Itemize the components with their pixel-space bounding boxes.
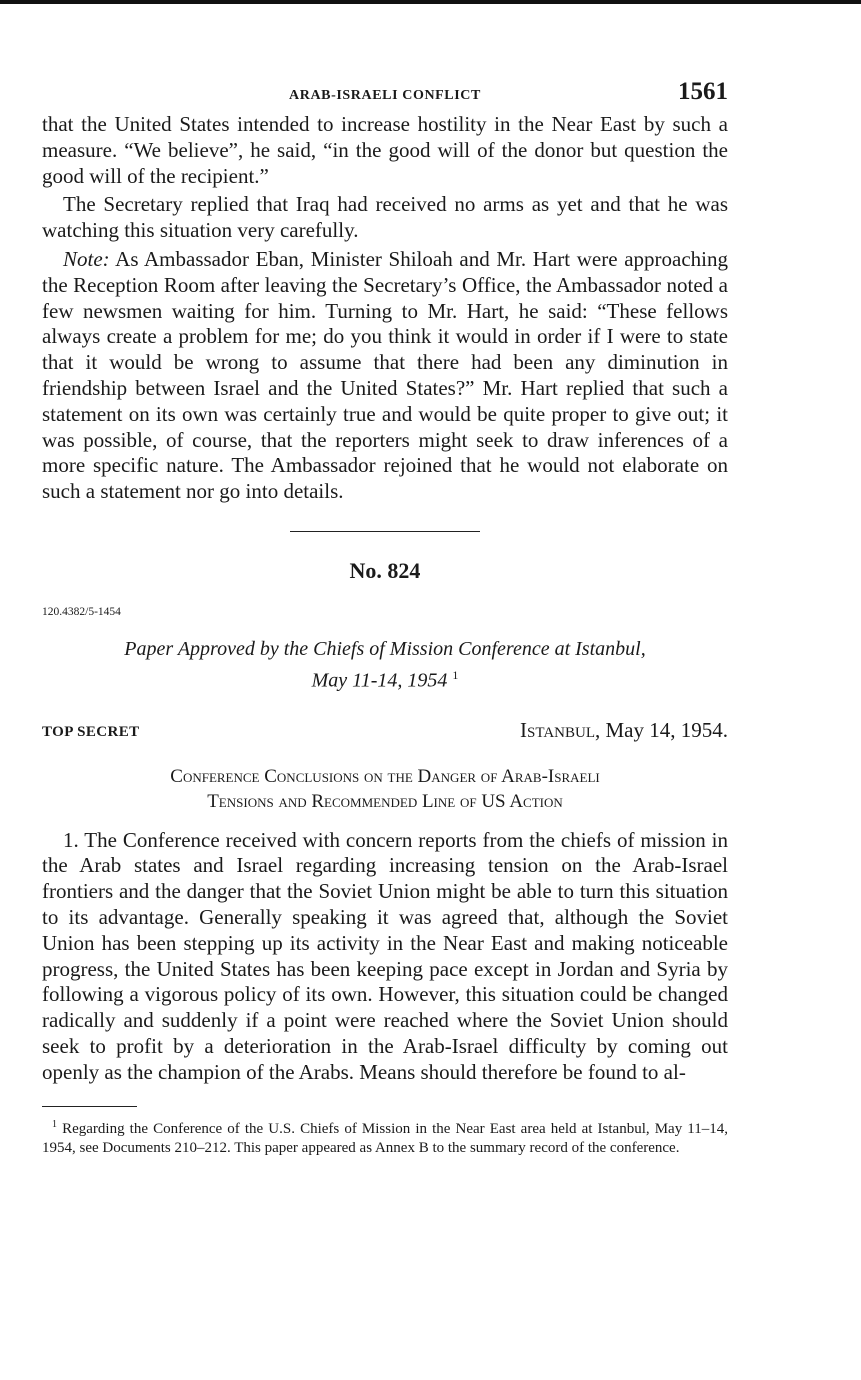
paragraph-1: 1. The Conference received with concern reports from the chiefs of mission in the Arab states and Israel regarding increasing tension on the Arab-Israel frontiers and the danger that the Soviet Union might be able to turn this situation to its advantage. Generally speaking it was agreed that, although the Soviet Union has been stepping up its activity in the Near East and making noticeable progress, the United States has been keeping pace except in Jordan and Syria by following a vigorous policy of its own. However, this situation could be changed radically and suddenly if a point were reached where the Soviet Union should seek to profit by a deterioration in the Arab-Israel difficulty by coming out openly as the champion of the Arabs. Means should therefore be found to al- [42, 827, 728, 1084]
section-heading [42, 764, 728, 814]
document-title-line2: May 11-14, 1954 [311, 669, 448, 692]
paragraph-continued: that the United States intended to increase hostility in the Near East by such a measure. “We believe”, he said, “in the good will of the donor but question the good will of the recipient.” [42, 112, 728, 188]
footnote-text: Regarding the Conference of the U.S. Chiefs of Mission in the Near East area held at Istanbul, May 11–14, 1954, see Documents 210–212. This paper appeared as Annex B to the summary record of the conference. [42, 1120, 728, 1156]
running-title: ARAB-ISRAELI CONFLICT [289, 88, 481, 103]
footnote [42, 1115, 728, 1158]
section-heading-line1: Conference Conclusions on the Danger of Arab-Israeli [170, 765, 600, 787]
document-number: No. 824 [349, 557, 421, 583]
running-head [42, 78, 728, 112]
section-divider [290, 531, 480, 532]
top-edge-rule [0, 0, 861, 4]
document-title-line1: Paper Approved by the Chiefs of Mission Conference at Istanbul, [124, 637, 646, 660]
file-reference: 120.4382/5-1454 [42, 605, 121, 618]
footnote-marker: 1 [52, 1118, 57, 1130]
continuation-text [42, 112, 728, 505]
classification-row [42, 718, 728, 746]
document-page [42, 78, 728, 1158]
place-date [520, 718, 728, 743]
section-heading-line2: Tensions and Recommended Line of US Action [207, 790, 563, 812]
note-label: Note: [63, 246, 110, 271]
document-body [42, 828, 728, 1086]
page-number: 1561 [678, 78, 728, 105]
place: Istanbul, [520, 717, 601, 742]
document-title [42, 636, 728, 694]
note-text: As Ambassador Eban, Minister Shiloah and Mr. Hart were approaching the Reception Room after leaving the Secretary’s Office, the Ambassador noted a few newsmen waiting for him. Turning to Mr. Hart, he said: “These fellows always create a problem for me; do you think it would in order if I were to state that it would be wrong to assume that there had been any diminution in friendship between Israel and the United States?” Mr. Hart replied that such a statement on its own was certainly true and would be quite proper to give out; it was possible, of course, that the reporters might seek to draw inferences of a more specific nature. The Ambassador rejoined that he would not elaborate on such a statement nor go into details. [42, 246, 729, 504]
date: May 14, 1954. [605, 717, 728, 742]
paragraph-secretary-reply: The Secretary replied that Iraq had received no arms as yet and that he was watching this situation very carefully. [42, 192, 728, 243]
document-title-line2-wrap [42, 662, 728, 694]
classification: TOP SECRET [42, 723, 140, 740]
title-footnote-marker: 1 [452, 667, 459, 682]
footnote-divider [42, 1106, 137, 1107]
note-paragraph [42, 247, 728, 505]
